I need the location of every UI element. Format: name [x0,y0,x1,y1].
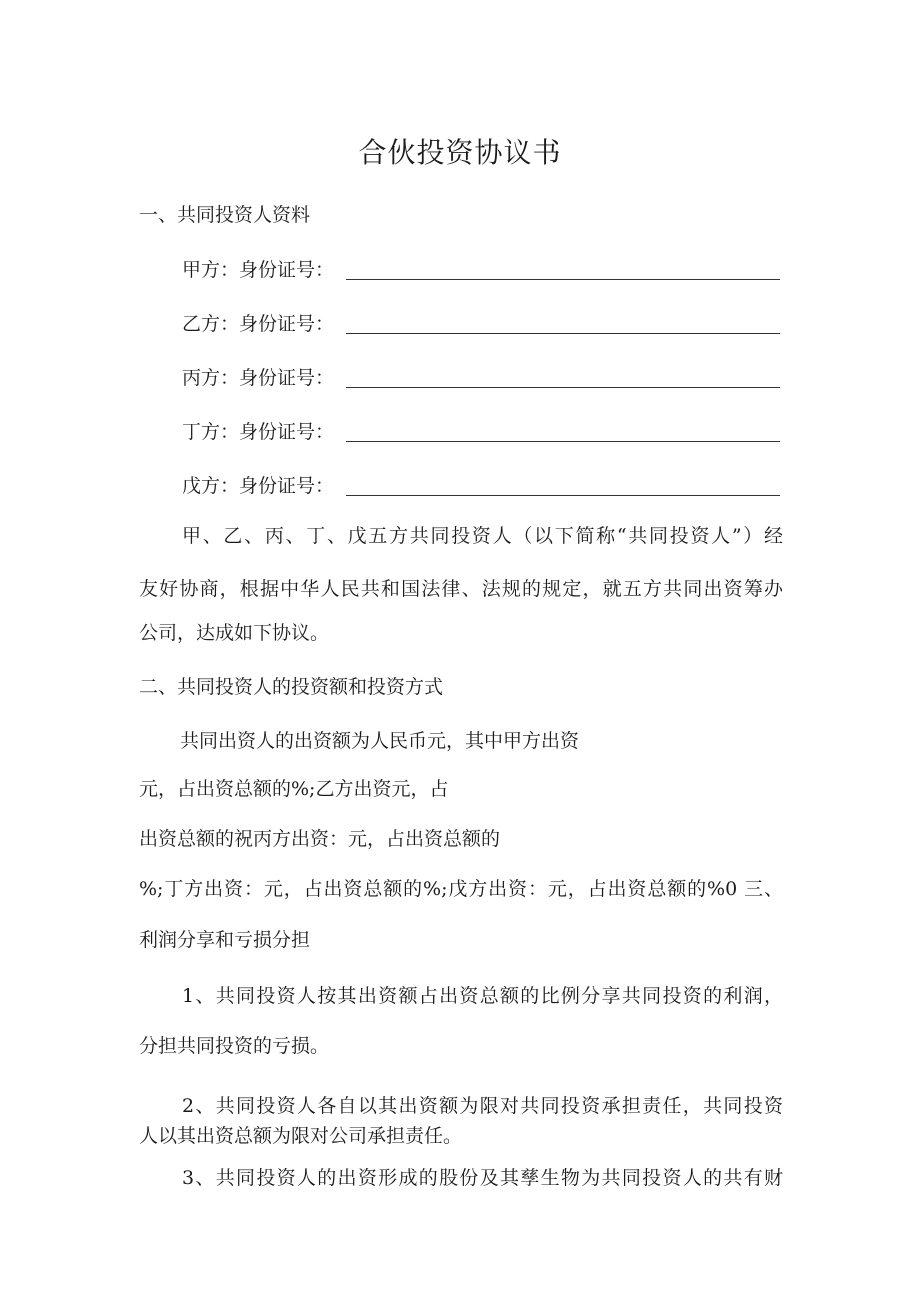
section1-heading: 一、共同投资人资料 [139,204,311,226]
document-title: 合伙投资协议书 [358,136,562,169]
investment-line-3: 出资总额的祝丙方出资：元，占出资总额的 [139,828,501,850]
clause-3-line-1: 3、共同投资人的出资形成的股份及其孳生物为共同投资人的共有财 [182,1167,783,1189]
investment-line-4: %;丁方出资：元，占出资总额的%;戊方出资：元，占出资总额的%0 三、 [139,878,783,900]
investment-line-1: 共同出资人的出资额为人民币元，其中甲方出资 [180,730,580,752]
intro-line-2: 友好协商，根据中华人民共和国法律、法规的规定，就五方共同出资筹办 [139,578,783,600]
clause-2-line-2: 人以其出资总额为限对公司承担责任。 [139,1125,463,1147]
party-row-bing [182,366,780,392]
intro-line-1: 甲、乙、丙、丁、戊五方共同投资人（以下简称“共同投资人”）经 [182,525,783,547]
section2-heading: 二、共同投资人的投资额和投资方式 [139,676,444,698]
clause-1-line-2: 分担共同投资的亏损。 [139,1035,330,1057]
id-number-blank [346,495,780,496]
party-row-wu [182,474,780,500]
party-label: 甲方：身份证号： [182,259,335,281]
clause-1-line-1: 1、共同投资人按其出资额占出资总额的比例分享共同投资的利润， [182,985,783,1007]
party-row-jia [182,258,780,284]
party-label: 丁方：身份证号： [182,421,335,443]
investment-line-2: 元，占出资总额的%;乙方出资元，占 [139,778,449,800]
party-label: 乙方：身份证号： [182,313,335,335]
intro-line-3: 公司，达成如下协议。 [139,622,330,644]
clause-2-line-1: 2、共同投资人各自以其出资额为限对共同投资承担责任，共同投资 [182,1095,783,1117]
id-number-blank [346,441,780,442]
id-number-blank [346,387,780,388]
id-number-blank [346,333,780,334]
party-row-yi [182,312,780,338]
section3-heading: 利润分享和亏损分担 [139,929,311,951]
party-label: 丙方：身份证号： [182,367,335,389]
party-row-ding [182,420,780,446]
id-number-blank [346,279,780,280]
party-label: 戊方：身份证号： [182,475,335,497]
